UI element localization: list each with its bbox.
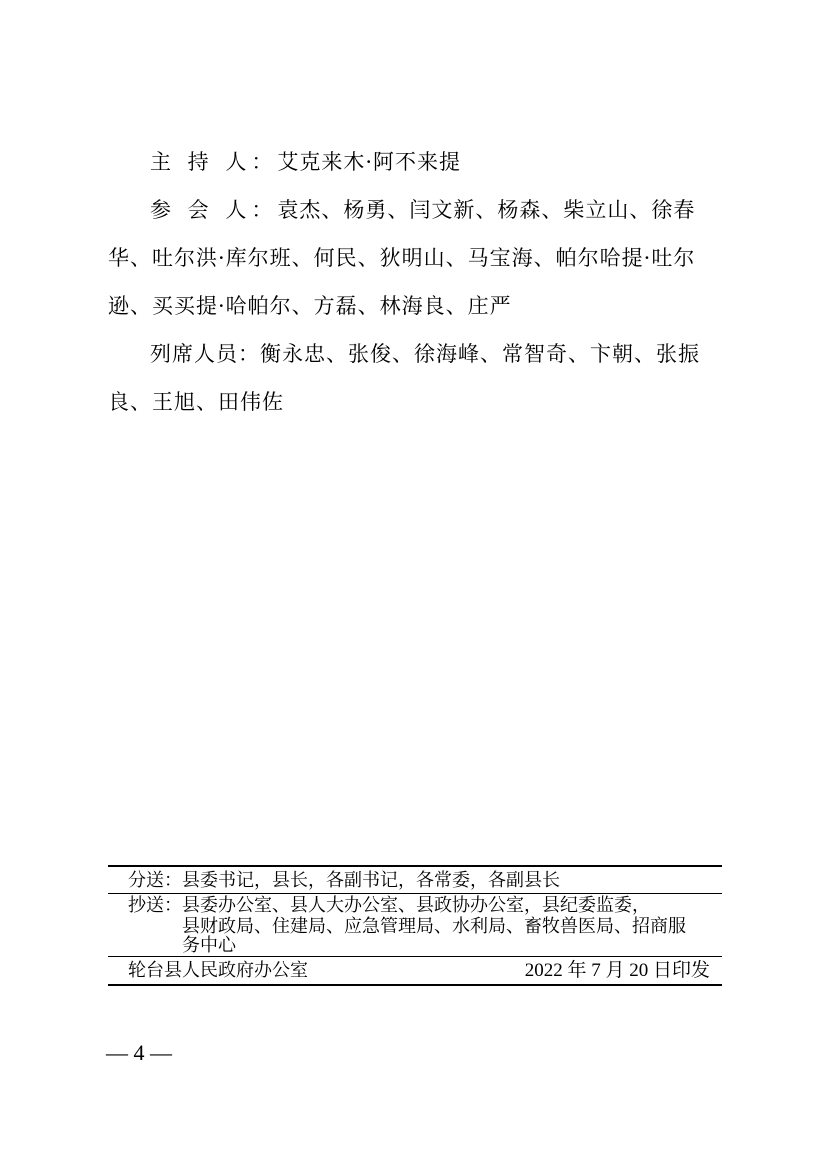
host-label: 主 持 人：: [150, 150, 278, 174]
host-value: 艾克来木·阿不来提: [277, 150, 462, 174]
cc-line-1: 抄送：县委办公室、县人大办公室、县政协办公室，县纪委监委，: [128, 895, 650, 916]
participants-line: [108, 186, 722, 330]
cc-line-3: 务中心: [182, 935, 236, 956]
participants-label: 参 会 人：: [150, 198, 278, 222]
attendees-line: [108, 330, 722, 426]
bottom-rule: [108, 984, 722, 986]
divider-rule: [108, 893, 722, 894]
cc-line-2: 县财政局、住建局、应急管理局、水利局、畜牧兽医局、招商服: [182, 916, 686, 937]
divider-rule: [108, 956, 722, 957]
attendance-section: [108, 138, 722, 426]
attendees-value: 衡永忠、张俊、徐海峰、常智奇、卞朝、张振良、王旭、田伟佐: [108, 342, 700, 414]
issuer: 轮台县人民政府办公室: [128, 960, 308, 981]
page-number: — 4 —: [106, 1040, 172, 1065]
distribution-block: [108, 865, 722, 987]
host-line: [108, 138, 722, 186]
participants-value: 袁杰、杨勇、闫文新、杨森、柴立山、徐春华、吐尔洪·库尔班、何民、狄明山、马宝海、帕尔哈提·吐尔逊、买买提·哈帕尔、方磊、林海良、庄严: [108, 198, 696, 318]
attendees-label: 列席人员：: [150, 342, 260, 366]
send-to-line: 分送：县委书记，县长，各副书记，各常委，各副县长: [128, 870, 560, 891]
top-rule: [108, 865, 722, 867]
issue-date: 2022 年 7 月 20 日印发: [524, 960, 710, 981]
